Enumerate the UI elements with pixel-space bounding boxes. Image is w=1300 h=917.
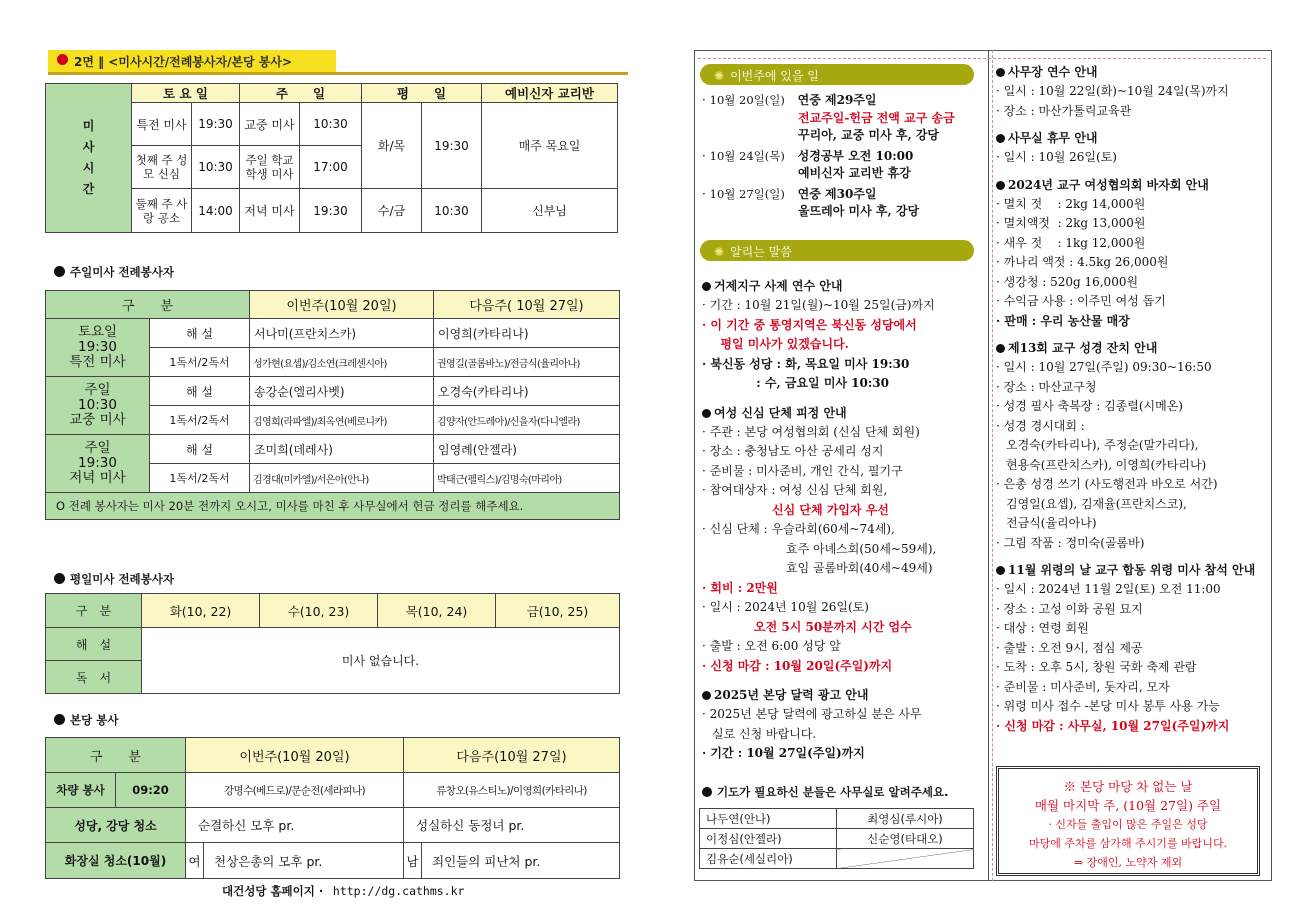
event-date: 10월 20일(일) — [709, 93, 785, 107]
event-line — [702, 127, 986, 145]
homepage-link[interactable]: http://dg.cathms.kr — [332, 884, 465, 898]
event-line — [702, 203, 986, 221]
notice-title: 여성 신심 단체 피정 안내 — [702, 403, 986, 423]
notice-line: · 준비물 : 미사준비, 돗자리, 모자 — [996, 679, 1170, 694]
next-week-server: 이영희(카타리나) — [434, 319, 620, 348]
notice-line: · 회비 : 2만원 — [702, 580, 778, 595]
notice-line: · 대상 : 연령 회원 — [996, 621, 1089, 635]
sat-mass-time: 14:00 — [192, 189, 240, 233]
column-divider — [988, 50, 989, 881]
event-text: 울뜨레아 미사 후, 강당 — [798, 204, 920, 218]
notice-line: · 위령 미사 접수 -본당 미사 봉투 사용 가능 — [996, 699, 1220, 713]
catechumen-teacher: 신부님 — [482, 189, 618, 233]
notice-section — [996, 338, 1268, 553]
notice-line: · 신청 마감 : 사무실, 10월 27일(주일)까지 — [996, 718, 1230, 733]
group-label: 주일 10:30 교중 미사 — [46, 377, 150, 435]
bullet-icon — [702, 282, 711, 291]
footer — [222, 883, 464, 899]
box-line: · 신자들 출입이 많은 주일은 성당 — [1048, 818, 1208, 831]
notice-line: · 장소 : 충청남도 아산 공세리 성지 — [702, 444, 884, 458]
bullet-icon — [996, 68, 1005, 77]
week-event — [702, 92, 986, 145]
no-car-day-box — [996, 766, 1260, 876]
bullet-icon — [54, 573, 65, 584]
event-line — [702, 148, 986, 166]
men-toilet-group: 죄인들의 피난처 pr. — [422, 843, 620, 879]
event-line — [702, 165, 986, 183]
women-label: 여 — [186, 843, 204, 879]
bullet-icon — [702, 787, 712, 797]
notice-line: · 수익금 사용 : 이주민 여성 돕기 — [996, 294, 1166, 308]
bullet-icon — [54, 266, 65, 277]
notice-line: 오전 5시 50분까지 시간 엄수 — [754, 619, 912, 634]
weekday-servers-heading: 평일미사 전례봉사자 — [54, 571, 174, 587]
notice-line: 오경숙(카타리나), 주정순(말가리다), — [1006, 438, 1199, 452]
role: 해 설 — [150, 435, 250, 464]
sun-icon: ✺ — [714, 245, 725, 259]
notice-line: · 일시 : 10월 22일(화)~10월 24일(목)까지 — [996, 84, 1229, 98]
sat-mass-time: 19:30 — [192, 103, 240, 146]
bullet-icon — [54, 714, 65, 725]
notice-line: · 장소 : 마산교구청 — [996, 379, 1097, 394]
event-text: 연중 제30주일 — [797, 186, 877, 201]
event-date: 10월 24일(목) — [709, 148, 785, 163]
event-line — [702, 110, 986, 128]
event-text: 예비신자 교리반 휴강 — [798, 166, 911, 180]
sat-mass-name: 둘째 주 사랑 공소 — [132, 189, 192, 233]
header-catechumen: 예비신자 교리반 — [482, 84, 618, 103]
notice-line: 효임 골롬바회(40세~49세) — [786, 561, 933, 575]
sunday-servers-heading: 주일미사 전례봉사자 — [54, 264, 174, 280]
cleaning-label: 성당, 강당 청소 — [46, 808, 186, 843]
notice-line: · 멸치 젓 : 2kg 14,000원 — [996, 196, 1146, 211]
notice-section — [996, 128, 1268, 168]
next-week-server: 박태근(펠릭스)/김명숙(마리아) — [434, 464, 620, 493]
event-line — [702, 186, 986, 204]
notice-line: · 그림 작품 : 정미숙(골롬바) — [996, 535, 1145, 550]
notice-line: · 신심 단체 : 우슬라회(60세~74세), — [702, 522, 895, 536]
notice-line: · 장소 : 마산가톨릭교육관 — [996, 103, 1132, 118]
title-underline — [48, 72, 628, 75]
this-week-server: 조미희(데레사) — [250, 435, 434, 464]
prayer-name: 신순영(타대오) — [837, 829, 974, 849]
this-week-server: 송강순(엘리사벳) — [250, 377, 434, 406]
sun-mass-time: 19:30 — [300, 189, 362, 233]
week-events-header: ✺ 이번주에 있을 일 — [700, 64, 974, 85]
header-tue: 화(10, 22) — [142, 594, 260, 628]
notice-line: · 멸치액젓 : 2kg 13,000원 — [996, 216, 1146, 230]
next-week-cleaning: 성실하신 동정녀 pr. — [404, 808, 620, 843]
week-events — [702, 92, 986, 224]
next-week-driver: 류창오(유스티노)/이영희(카타리나) — [404, 773, 620, 808]
women-toilet-group: 천상은총의 모후 pr. — [204, 843, 404, 879]
notices-header: ✺ 알리는 말씀 — [700, 240, 974, 261]
notice-line: 현용숙(프란치스카), 이영희(카타리나) — [1006, 457, 1207, 472]
notice-line: 효주 아녜스회(50세~59세), — [786, 541, 937, 556]
sun-mass-name: 저녁 미사 — [240, 189, 300, 233]
this-week-server: 서나미(프란치스카) — [250, 319, 434, 348]
parish-service-heading: 본당 봉사 — [54, 712, 118, 728]
notice-title: 2025년 본당 달력 광고 안내 — [702, 685, 986, 705]
notice-line: · 생강청 : 520g 16,000원 — [996, 274, 1139, 289]
next-week-server: 권영길(골롬바노)/전금식(율리아나) — [434, 348, 620, 377]
servers-note: O 전례 봉사자는 미사 20분 전까지 오시고, 미사를 마친 후 사무실에서 헌금 정리를 해주세요. — [46, 493, 620, 520]
car-service-label: 차량 봉사 — [46, 773, 116, 808]
notice-line: · 도착 : 오후 5시, 창원 국화 축제 관람 — [996, 660, 1197, 674]
page-section-title — [48, 50, 336, 72]
box-line: 매월 마지막 주, (10월 27일) 주일 — [1034, 798, 1222, 813]
sat-mass-name: 특전 미사 — [132, 103, 192, 146]
notice-line: : 수, 금요일 미사 10:30 — [702, 376, 890, 390]
notice-line: · 북신동 성당 : 화, 목요일 미사 19:30 — [702, 356, 910, 371]
group-label: 토요일 19:30 특전 미사 — [46, 319, 150, 377]
notice-line: · 주관 : 본당 여성협의회 (신심 단체 회원) — [702, 424, 920, 439]
right-notices — [996, 62, 1268, 743]
prayer-name: 이정심(안젤라) — [700, 829, 837, 849]
dashed-divider — [992, 50, 993, 881]
mass-times-side-label: 미 사 시 간 — [46, 84, 132, 233]
notice-line: · 준비물 : 미사준비, 개인 간식, 필기구 — [702, 463, 903, 478]
notice-line: · 까나리 액젓 : 4.5kg 26,000원 — [996, 255, 1169, 269]
notice-section — [996, 560, 1268, 736]
week-event — [702, 186, 986, 221]
next-week-server: 오경숙(카타리나) — [434, 377, 620, 406]
toilet-cleaning-label: 화장실 청소(10월) — [46, 843, 186, 879]
notice-line: · 출발 : 오전 9시, 점심 제공 — [996, 640, 1143, 655]
header-this-week: 이번주(10월 20일) — [250, 291, 434, 319]
notice-line: · 새우 젓 : 1kg 12,000원 — [996, 235, 1146, 250]
notice-line: · 신청 마감 : 10월 20일(주일)까지 — [702, 658, 893, 673]
event-date: 10월 27일(일) — [709, 186, 785, 201]
notice-title: 11월 위령의 날 교구 합동 위령 미사 참석 안내 — [996, 560, 1268, 580]
header-this-week: 이번주(10월 20일) — [186, 738, 404, 773]
bullet-mark: · — [702, 93, 710, 107]
bullet-mark: · — [702, 186, 710, 201]
bullet-icon — [702, 691, 711, 700]
notice-line: · 출발 : 오전 6:00 성당 앞 — [702, 639, 841, 653]
this-week-server: 김영희(라파엘)/최옥연(베로니카) — [250, 406, 434, 435]
empty-cell — [837, 849, 974, 869]
catechumen-day: 매주 목요일 — [482, 103, 618, 189]
sun-mass-time: 17:00 — [300, 146, 362, 189]
header-sunday: 주 일 — [240, 84, 362, 103]
box-line: 마당에 주차를 삼가해 주시기를 바랍니다. — [1028, 837, 1228, 850]
prayer-name: 최영심(루시아) — [837, 809, 974, 829]
weekday-servers-table — [45, 593, 620, 694]
notice-line: 평일 미사가 있겠습니다. — [712, 337, 849, 351]
sun-mass-name: 교중 미사 — [240, 103, 300, 146]
notice-title: 2024년 교구 여성협의회 바자회 안내 — [996, 175, 1268, 195]
red-bullet-icon — [57, 54, 68, 65]
notice-line: · 일시 : 2024년 11월 2일(토) 오전 11:00 — [996, 582, 1221, 596]
notice-line: 실로 신청 바랍니다. — [712, 726, 817, 741]
notice-line: 신심 단체 가입자 우선 — [772, 502, 889, 517]
notice-line: · 판매 : 우리 농산물 매장 — [996, 313, 1130, 328]
header-fri: 금(10, 25) — [496, 594, 620, 628]
notice-line: · 이 기간 중 통영지역은 북신동 성당에서 — [702, 317, 917, 332]
notice-title: 사무실 휴무 안내 — [996, 128, 1268, 148]
weekday-days: 수/금 — [362, 189, 422, 233]
notice-line: · 성경 경시대회 : — [996, 418, 1085, 433]
bullet-icon — [996, 566, 1005, 575]
notice-title: 거제지구 사제 연수 안내 — [702, 276, 986, 296]
header-next-week: 다음주( 10월 27일) — [434, 291, 620, 319]
notice-line: · 기간 : 10월 21일(월)~10월 25일(금)까지 — [702, 298, 935, 312]
header-weekday: 평 일 — [362, 84, 482, 103]
header-saturday: 토 요 일 — [132, 84, 240, 103]
next-week-server: 임영례(안젤라) — [434, 435, 620, 464]
notice-section — [996, 62, 1268, 121]
bullet-icon — [996, 344, 1005, 353]
notice-line: · 성경 필사 축복장 : 김종렬(시메온) — [996, 399, 1183, 413]
notice-section — [702, 403, 986, 677]
this-week-cleaning: 순결하신 모후 pr. — [186, 808, 404, 843]
this-week-driver: 강명수(베드로)/문순전(세라피나) — [186, 773, 404, 808]
header-category: 구 분 — [46, 594, 142, 628]
role: 1독서/2독서 — [150, 348, 250, 377]
notice-line: · 일시 : 2024년 10월 26일(토) — [702, 600, 869, 614]
event-text: 연중 제29주일 — [797, 93, 877, 107]
header-wed: 수(10, 23) — [260, 594, 378, 628]
event-line — [702, 92, 986, 110]
notice-line: 김영일(요셉), 김재율(프란치스코), — [1006, 496, 1187, 511]
group-label: 주일 19:30 저녁 미사 — [46, 435, 150, 493]
header-category: 구 분 — [46, 291, 250, 319]
sun-mass-name: 주일 학교 학생 미사 — [240, 146, 300, 189]
sunday-servers-table — [45, 290, 620, 520]
role: 해 설 — [150, 377, 250, 406]
bullet-mark: · — [702, 148, 710, 163]
sun-mass-time: 10:30 — [300, 103, 362, 146]
notice-line: · 참여대상자 : 여성 신심 단체 회원, — [702, 483, 888, 497]
notice-line: · 장소 : 고성 이화 공원 묘지 — [996, 601, 1143, 616]
notice-line: · 일시 : 10월 26일(토) — [996, 150, 1117, 164]
next-week-server: 김양자(안드레아)/신을자(다니엘라) — [434, 406, 620, 435]
middle-notices — [702, 276, 986, 773]
role-reading: 독 서 — [46, 661, 142, 694]
header-thu: 목(10, 24) — [378, 594, 496, 628]
men-label: 남 — [404, 843, 422, 879]
header-category: 구 분 — [46, 738, 186, 773]
notice-section — [702, 276, 986, 394]
prayer-name: 나두연(안나) — [700, 809, 837, 829]
notice-section — [702, 685, 986, 764]
notice-title: 사무장 연수 안내 — [996, 62, 1268, 82]
role: 해 설 — [150, 319, 250, 348]
sat-mass-time: 10:30 — [192, 146, 240, 189]
notice-line: · 2025년 본당 달력에 광고하실 분은 사무 — [702, 707, 922, 721]
this-week-server: 성가현(요셉)/김소연(크레센시아) — [250, 348, 434, 377]
bullet-icon — [996, 134, 1005, 143]
top-dashed-line — [698, 58, 1266, 59]
event-text: 꾸리아, 교중 미사 후, 강당 — [798, 128, 939, 142]
box-line: ※ 본당 마당 차 없는 날 — [1063, 779, 1193, 794]
role-commentary: 해 설 — [46, 628, 142, 661]
section-title-text: 2면 ‖ <미사시간/전례봉사자/본당 봉사> — [74, 55, 293, 69]
week-event — [702, 148, 986, 183]
notice-line: · 은총 성경 쓰기 (사도행전과 바오로 서간) — [996, 477, 1218, 491]
sat-mass-name: 첫째 주 성모 신심 — [132, 146, 192, 189]
mass-times-table — [45, 83, 618, 233]
this-week-server: 김경대(미카엘)/서은아(안나) — [250, 464, 434, 493]
weekday-time: 19:30 — [422, 103, 482, 189]
notice-line: · 기간 : 10월 27일(주일)까지 — [702, 746, 865, 760]
prayer-heading: 기도가 필요하신 분들은 사무실로 알려주세요. — [702, 784, 948, 800]
role: 1독서/2독서 — [150, 406, 250, 435]
notice-title: 제13회 교구 성경 잔치 안내 — [996, 338, 1268, 358]
event-text: 전교주일-헌금 전액 교구 송금 — [798, 110, 955, 125]
prayer-table — [699, 808, 974, 869]
event-text: 성경공부 오전 10:00 — [797, 148, 914, 163]
sun-icon: ✺ — [714, 69, 725, 83]
notice-line: 전금식(율리아나) — [1006, 516, 1097, 530]
bullet-icon — [702, 409, 711, 418]
no-mass-text: 미사 없습니다. — [142, 628, 620, 694]
car-service-time: 09:20 — [116, 773, 186, 808]
notice-section — [996, 175, 1268, 332]
weekday-days: 화/목 — [362, 103, 422, 189]
bullet-icon — [996, 181, 1005, 190]
footer-label: 대건성당 홈페이지 · — [222, 884, 324, 898]
role: 1독서/2독서 — [150, 464, 250, 493]
parish-service-table — [45, 737, 620, 879]
box-line: ⇒ 장애인, 노약자 제외 — [1073, 856, 1183, 869]
prayer-name: 김유순(세실리아) — [700, 849, 837, 869]
weekday-time: 10:30 — [422, 189, 482, 233]
notice-line: · 일시 : 10월 27일(주일) 09:30~16:50 — [996, 360, 1212, 374]
header-next-week: 다음주(10월 27일) — [404, 738, 620, 773]
